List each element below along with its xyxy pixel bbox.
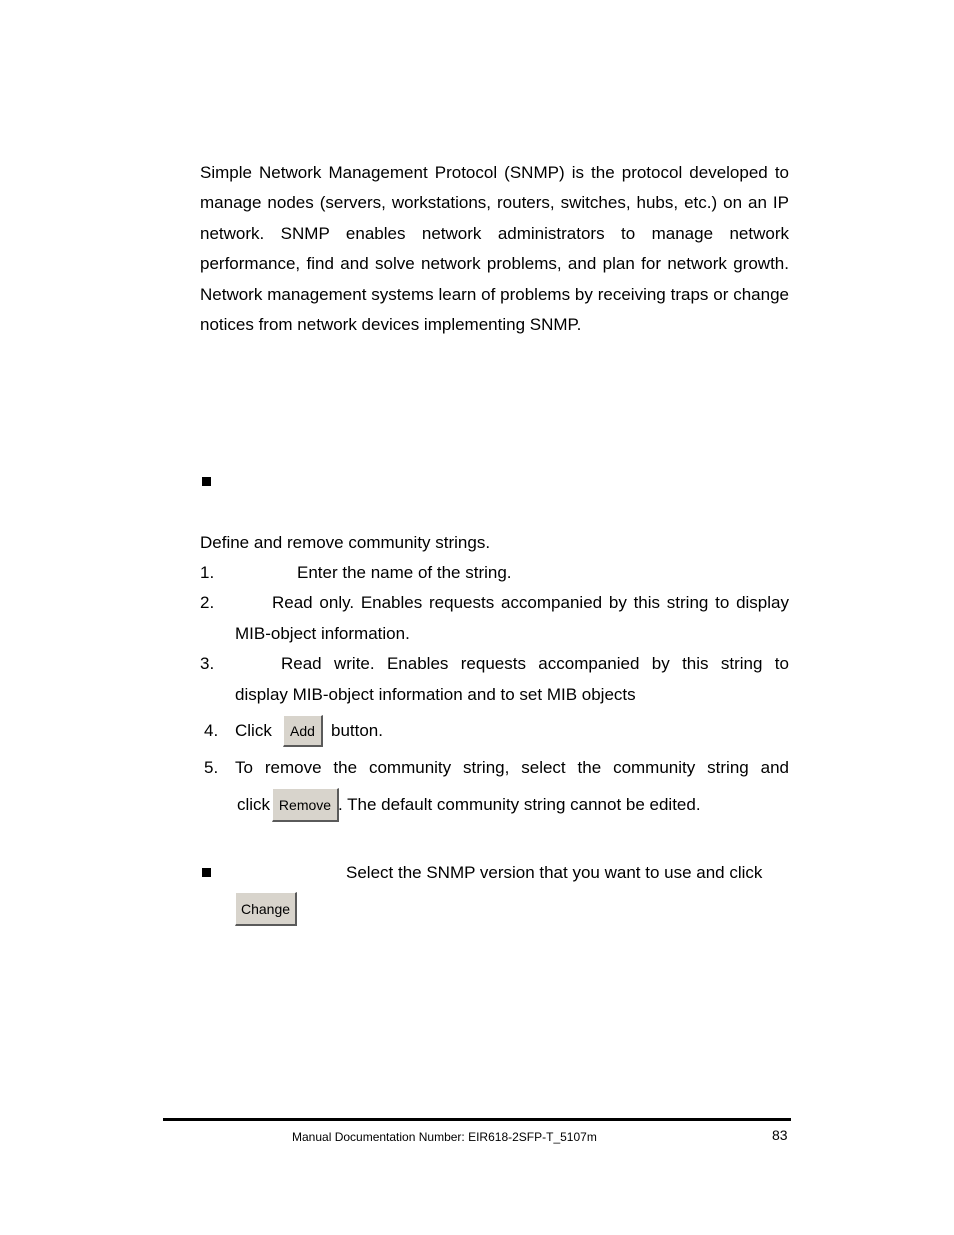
step-2-text-continued: MIB-object information. xyxy=(235,624,410,643)
step-5-text-after: . The default community string cannot be edited. xyxy=(338,795,701,814)
footer-rule xyxy=(163,1118,791,1121)
bullet-version-section xyxy=(202,868,211,877)
step-4-text-after: button. xyxy=(331,721,383,740)
step-2-number: 2. xyxy=(200,593,215,612)
step-3-number: 3. xyxy=(200,654,215,673)
step-3-text-continued: display MIB-object information and to set MIB objects xyxy=(235,685,636,704)
footer-doc-number: Manual Documentation Number: EIR618-2SFP-T_5107m xyxy=(292,1130,597,1144)
page-number: 83 xyxy=(772,1127,788,1143)
step-2-text: Read only. Enables requests accompanied by this string to display xyxy=(272,593,789,612)
step-5-text: To remove the community string, select the community string and xyxy=(235,758,789,777)
step-4-number: 4. xyxy=(204,721,219,740)
add-button[interactable]: Add xyxy=(283,715,323,747)
version-instruction: Select the SNMP version that you want to use and click xyxy=(346,863,763,882)
step-1-number: 1. xyxy=(200,563,215,582)
community-description: Define and remove community strings. xyxy=(200,533,491,552)
step-5-number: 5. xyxy=(204,758,219,777)
change-button[interactable]: Change xyxy=(235,892,297,926)
step-5-text-before: click xyxy=(237,795,271,814)
step-1-text: Enter the name of the string. xyxy=(297,563,512,582)
remove-button[interactable]: Remove xyxy=(272,788,339,822)
bullet-community-section xyxy=(202,477,211,486)
snmp-intro-paragraph: Simple Network Management Protocol (SNMP) is the protocol developed to manage nodes (servers, workstations, routers, switches, hubs, etc.) on an IP network. SNMP enables network administrators to manage network performance, find and solve network problems, and plan for network growth. Network management systems learn of problems by receiving traps or change notices from network devices implementing SNMP. xyxy=(200,163,789,335)
step-4-text-before: Click xyxy=(235,721,272,740)
step-3-text: Read write. Enables requests accompanied by this string to xyxy=(281,654,789,673)
